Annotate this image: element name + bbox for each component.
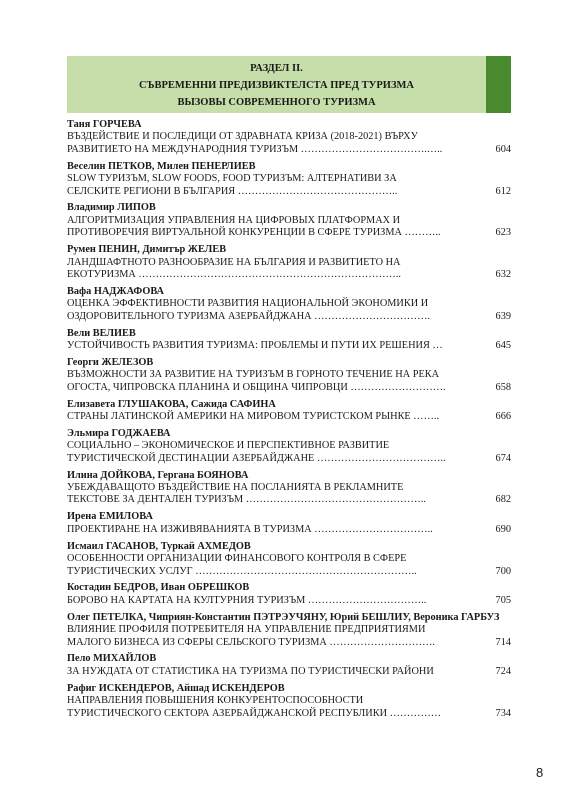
toc-entry[interactable] (67, 202, 511, 239)
toc-entry-title-line: СЕЛСКИТЕ РЕГИОНИ В БЪЛГАРИЯ ……………………………………….. (67, 185, 398, 197)
toc-entry-title-line: УБЕЖДАВАЩОТО ВЪЗДЕЙСТВИЕ НА ПОСЛАНИЯТА В РЕКЛАМНИТЕ (67, 482, 404, 494)
toc-entry-authors: Таня ГОРЧЕВА (67, 119, 142, 130)
toc-entry-title-line: ТУРИСТИЧЕСКОГО СЕКТОРА АЗЕРБАЙДЖАНСКОЙ РЕСПУБЛИКИ …………… (67, 707, 442, 719)
toc-entry-title-line: ОСОБЕННОСТИ ОРГАНИЗАЦИИ ФИНАНСОВОГО КОНТРОЛЯ В СФЕРЕ (67, 553, 407, 565)
toc-entry-title-line: ТУРИСТИЧЕСКОЙ ДЕСТИНАЦИИ АЗЕРБАЙДЖАНЕ ……………………………….. (67, 452, 446, 464)
toc-entry-title-line: МАЛОГО БИЗНЕСА ИЗ СФЕРЫ СЕЛЬСКОГО ТУРИЗМА …………………………. (67, 636, 435, 648)
toc-entry[interactable] (67, 683, 511, 720)
toc-entry-page: 639 (495, 310, 511, 322)
toc-entry-authors: Владимир ЛИПОВ (67, 202, 156, 214)
toc-entry[interactable] (67, 119, 511, 156)
table-of-contents (67, 119, 511, 724)
toc-entry-title-line: ВЪЗДЕЙСТВИЕ И ПОСЛЕДИЦИ ОТ ЗДРАВНАТА КРИЗА (2018-2021) ВЪРХУ (67, 131, 418, 143)
section-title-ru: ВЫЗОВЫ СОВРЕМЕННОГО ТУРИЗМА (177, 97, 376, 108)
toc-entry[interactable] (67, 470, 511, 507)
toc-entry-page: 632 (495, 268, 511, 280)
toc-entry[interactable] (67, 244, 511, 281)
toc-entry-title-block (67, 131, 511, 156)
toc-entry-page: 705 (495, 594, 511, 606)
toc-entry-title-line: АЛГОРИТМИЗАЦИЯ УПРАВЛЕНИЯ НА ЦИФРОВЫХ ПЛАТФОРМАХ И (67, 214, 401, 226)
toc-entry-page: 666 (495, 411, 511, 423)
toc-entry-title-line: ПРОТИВОРЕЧИЯ ВИРТУАЛЬНОЙ КОНКУРЕНЦИИ В СФЕРЕ ТУРИЗМА ……….. (67, 227, 441, 239)
toc-entry-authors: Костадин БЕДРОВ, Иван ОБРЕШКОВ (67, 582, 250, 594)
toc-entry[interactable] (67, 612, 511, 649)
section-number: РАЗДЕЛ II. (250, 63, 303, 74)
page-number: 8 (536, 765, 544, 780)
toc-entry-page: 674 (495, 452, 511, 464)
toc-entry[interactable] (67, 428, 511, 465)
toc-entry-page: 604 (495, 143, 511, 155)
toc-entry-authors: Ирена ЕМИЛОВА (67, 511, 153, 523)
section-header (67, 56, 486, 113)
toc-entry-page: 682 (495, 494, 511, 506)
toc-entry[interactable] (67, 541, 511, 578)
toc-entry-title-block (67, 411, 511, 423)
toc-entry-authors: Веселин ПЕТКОВ, Милен ПЕНЕРЛИЕВ (67, 160, 256, 172)
toc-entry-title-line: НАПРАВЛЕНИЯ ПОВЫШЕНИЯ КОНКУРЕНТОСПОСОБНОСТИ (67, 695, 364, 707)
toc-entry-title-line: РАЗВИТИЕТО НА МЕЖДУНАРОДНИЯ ТУРИЗЪМ ……………………………….….. (67, 143, 443, 155)
toc-entry-title-line: ОГОСТА, ЧИПРОВСКА ПЛАНИНА И ОБЩИНА ЧИПРОВЦИ ………………………. (67, 381, 446, 393)
toc-entry-authors: Рафиг ИСКЕНДЕРОВ, Айшад ИСКЕНДЕРОВ (67, 682, 285, 694)
toc-entry-authors: Вафа НАДЖАФОВА (67, 285, 164, 297)
toc-entry-title-line: ВЪЗМОЖНОСТИ ЗА РАЗВИТИЕ НА ТУРИЗЪМ В ГОРНОТО ТЕЧЕНИЕ НА РЕКА (67, 369, 440, 381)
toc-entry-page: 658 (495, 381, 511, 393)
toc-entry-title-line: ТУРИСТИЧЕСКИХ УСЛУГ ……………………………………………………….. (67, 565, 417, 577)
toc-entry-title-block (67, 298, 511, 323)
toc-entry[interactable] (67, 582, 511, 607)
toc-entry-authors: Елизавета ГЛУШАКОВА, Сажида САФИНА (67, 398, 276, 410)
toc-entry-title-block (67, 482, 511, 507)
toc-entry-title-block (67, 524, 511, 536)
toc-entry-page: 645 (495, 340, 511, 351)
toc-entry-authors: Георги ЖЕЛЕЗОВ (67, 356, 154, 368)
toc-entry[interactable] (67, 511, 511, 536)
toc-entry-title-line: ПРОЕКТИРАНЕ НА ИЗЖИВЯВАНИЯТА В ТУРИЗМА …………………………….. (67, 523, 433, 535)
toc-entry-page: 714 (495, 636, 511, 648)
toc-entry-title-line: СТРАНЫ ЛАТИНСКОЙ АМЕРИКИ НА МИРОВОМ ТУРИСТСКОМ РЫНКЕ …….. (67, 411, 440, 423)
toc-entry-title-block (67, 257, 511, 282)
toc-entry-title-line: СОЦИАЛЬНО – ЭКОНОМИЧЕСКОЕ И ПЕРСПЕКТИВНОЕ РАЗВИТИЕ (67, 440, 390, 452)
toc-entry-authors: Олег ПЕТЕЛКА, Чиприян-Константин ПЭТРЭУЧЯНУ, Юрий БЕШЛИУ, Вероника ГАРБУЗ (67, 611, 500, 623)
toc-entry-title-block (67, 666, 511, 678)
toc-entry-page: 623 (495, 227, 511, 239)
toc-entry-title-block (67, 695, 511, 720)
toc-entry-title-block (67, 595, 511, 607)
toc-entry-page: 700 (495, 565, 511, 577)
toc-entry-page: 734 (495, 707, 511, 719)
toc-entry-title-block (67, 215, 511, 240)
toc-entry-title-line: БОРОВО НА КАРТАТА НА КУЛТУРНИЯ ТУРИЗЪМ …………………………….. (67, 594, 427, 606)
toc-entry-title-line: ОЦЕНКА ЭФФЕКТИВНОСТИ РАЗВИТИЯ НАЦИОНАЛЬНОЙ ЭКОНОМИКИ И (67, 298, 429, 310)
toc-entry-title-line: ТЕКСТОВЕ ЗА ДЕНТАЛЕН ТУРИЗЪМ …………………………………………….. (67, 494, 426, 506)
toc-entry-title-line: УСТОЙЧИВОСТЬ РАЗВИТИЯ ТУРИЗМА: ПРОБЛЕМЫ И ПУТИ ИХ РЕШЕНИЯ … (67, 340, 443, 351)
toc-entry[interactable] (67, 286, 511, 323)
toc-entry-title-line: ЗА НУЖДАТА ОТ СТАТИСТИКА НА ТУРИЗМА ПО ТУРИСТИЧЕСКИ РАЙОНИ (67, 665, 434, 677)
toc-entry-page: 724 (495, 665, 511, 677)
toc-entry-title-block (67, 624, 511, 649)
toc-entry-authors: Илина ДОЙКОВА, Гергана БОЯНОВА (67, 469, 249, 481)
toc-entry-title-line: SLOW ТУРИЗЪМ, SLOW FOODS, FOOD ТУРИЗЪМ: АЛТЕРНАТИВИ ЗА (67, 173, 397, 185)
toc-entry-authors: Исмаил ГАСАНОВ, Туркай АХМЕДОВ (67, 540, 251, 552)
toc-entry-title-line: ОЗДОРОВИТЕЛЬНОГО ТУРИЗМА АЗЕРБАЙДЖАНА ……………………………. (67, 310, 430, 322)
toc-entry-authors: Вели ВЕЛИЕВ (67, 327, 136, 339)
toc-entry-page: 690 (495, 523, 511, 535)
toc-entry-authors: Румен ПЕНИН, Димитър ЖЕЛЕВ (67, 244, 227, 256)
toc-entry-authors: Пело МИХАЙЛОВ (67, 653, 157, 665)
toc-entry-page: 612 (495, 185, 511, 197)
toc-entry[interactable] (67, 328, 511, 353)
toc-entry[interactable] (67, 357, 511, 394)
toc-entry-title-block (67, 553, 511, 578)
toc-entry-title-block (67, 173, 511, 198)
toc-entry-title-line: ЕКОТУРИЗМА ………………………………………………………………….. (67, 268, 401, 280)
toc-entry[interactable] (67, 161, 511, 198)
toc-entry-title-line: ВЛИЯНИЕ ПРОФИЛЯ ПОТРЕБИТЕЛЯ НА УПРАВЛЕНИЕ ПРЕДПРИЯТИЯМИ (67, 624, 426, 636)
toc-entry-title-line: ЛАНДШАФТНОТО РАЗНООБРАЗИЕ НА БЪЛГАРИЯ И РАЗВИТИЕТО НА (67, 256, 401, 268)
section-title-bg: СЪВРЕМЕННИ ПРЕДИЗВИКТЕЛСТА ПРЕД ТУРИЗМА (139, 80, 414, 91)
toc-entry-title-block (67, 440, 511, 465)
toc-entry[interactable] (67, 399, 511, 424)
toc-entry-authors: Эльмира ГОДЖАЕВА (67, 427, 171, 439)
toc-entry-title-block (67, 369, 511, 394)
toc-entry-title-block (67, 340, 511, 352)
toc-entry[interactable] (67, 653, 511, 678)
section-accent-bar (486, 56, 511, 113)
